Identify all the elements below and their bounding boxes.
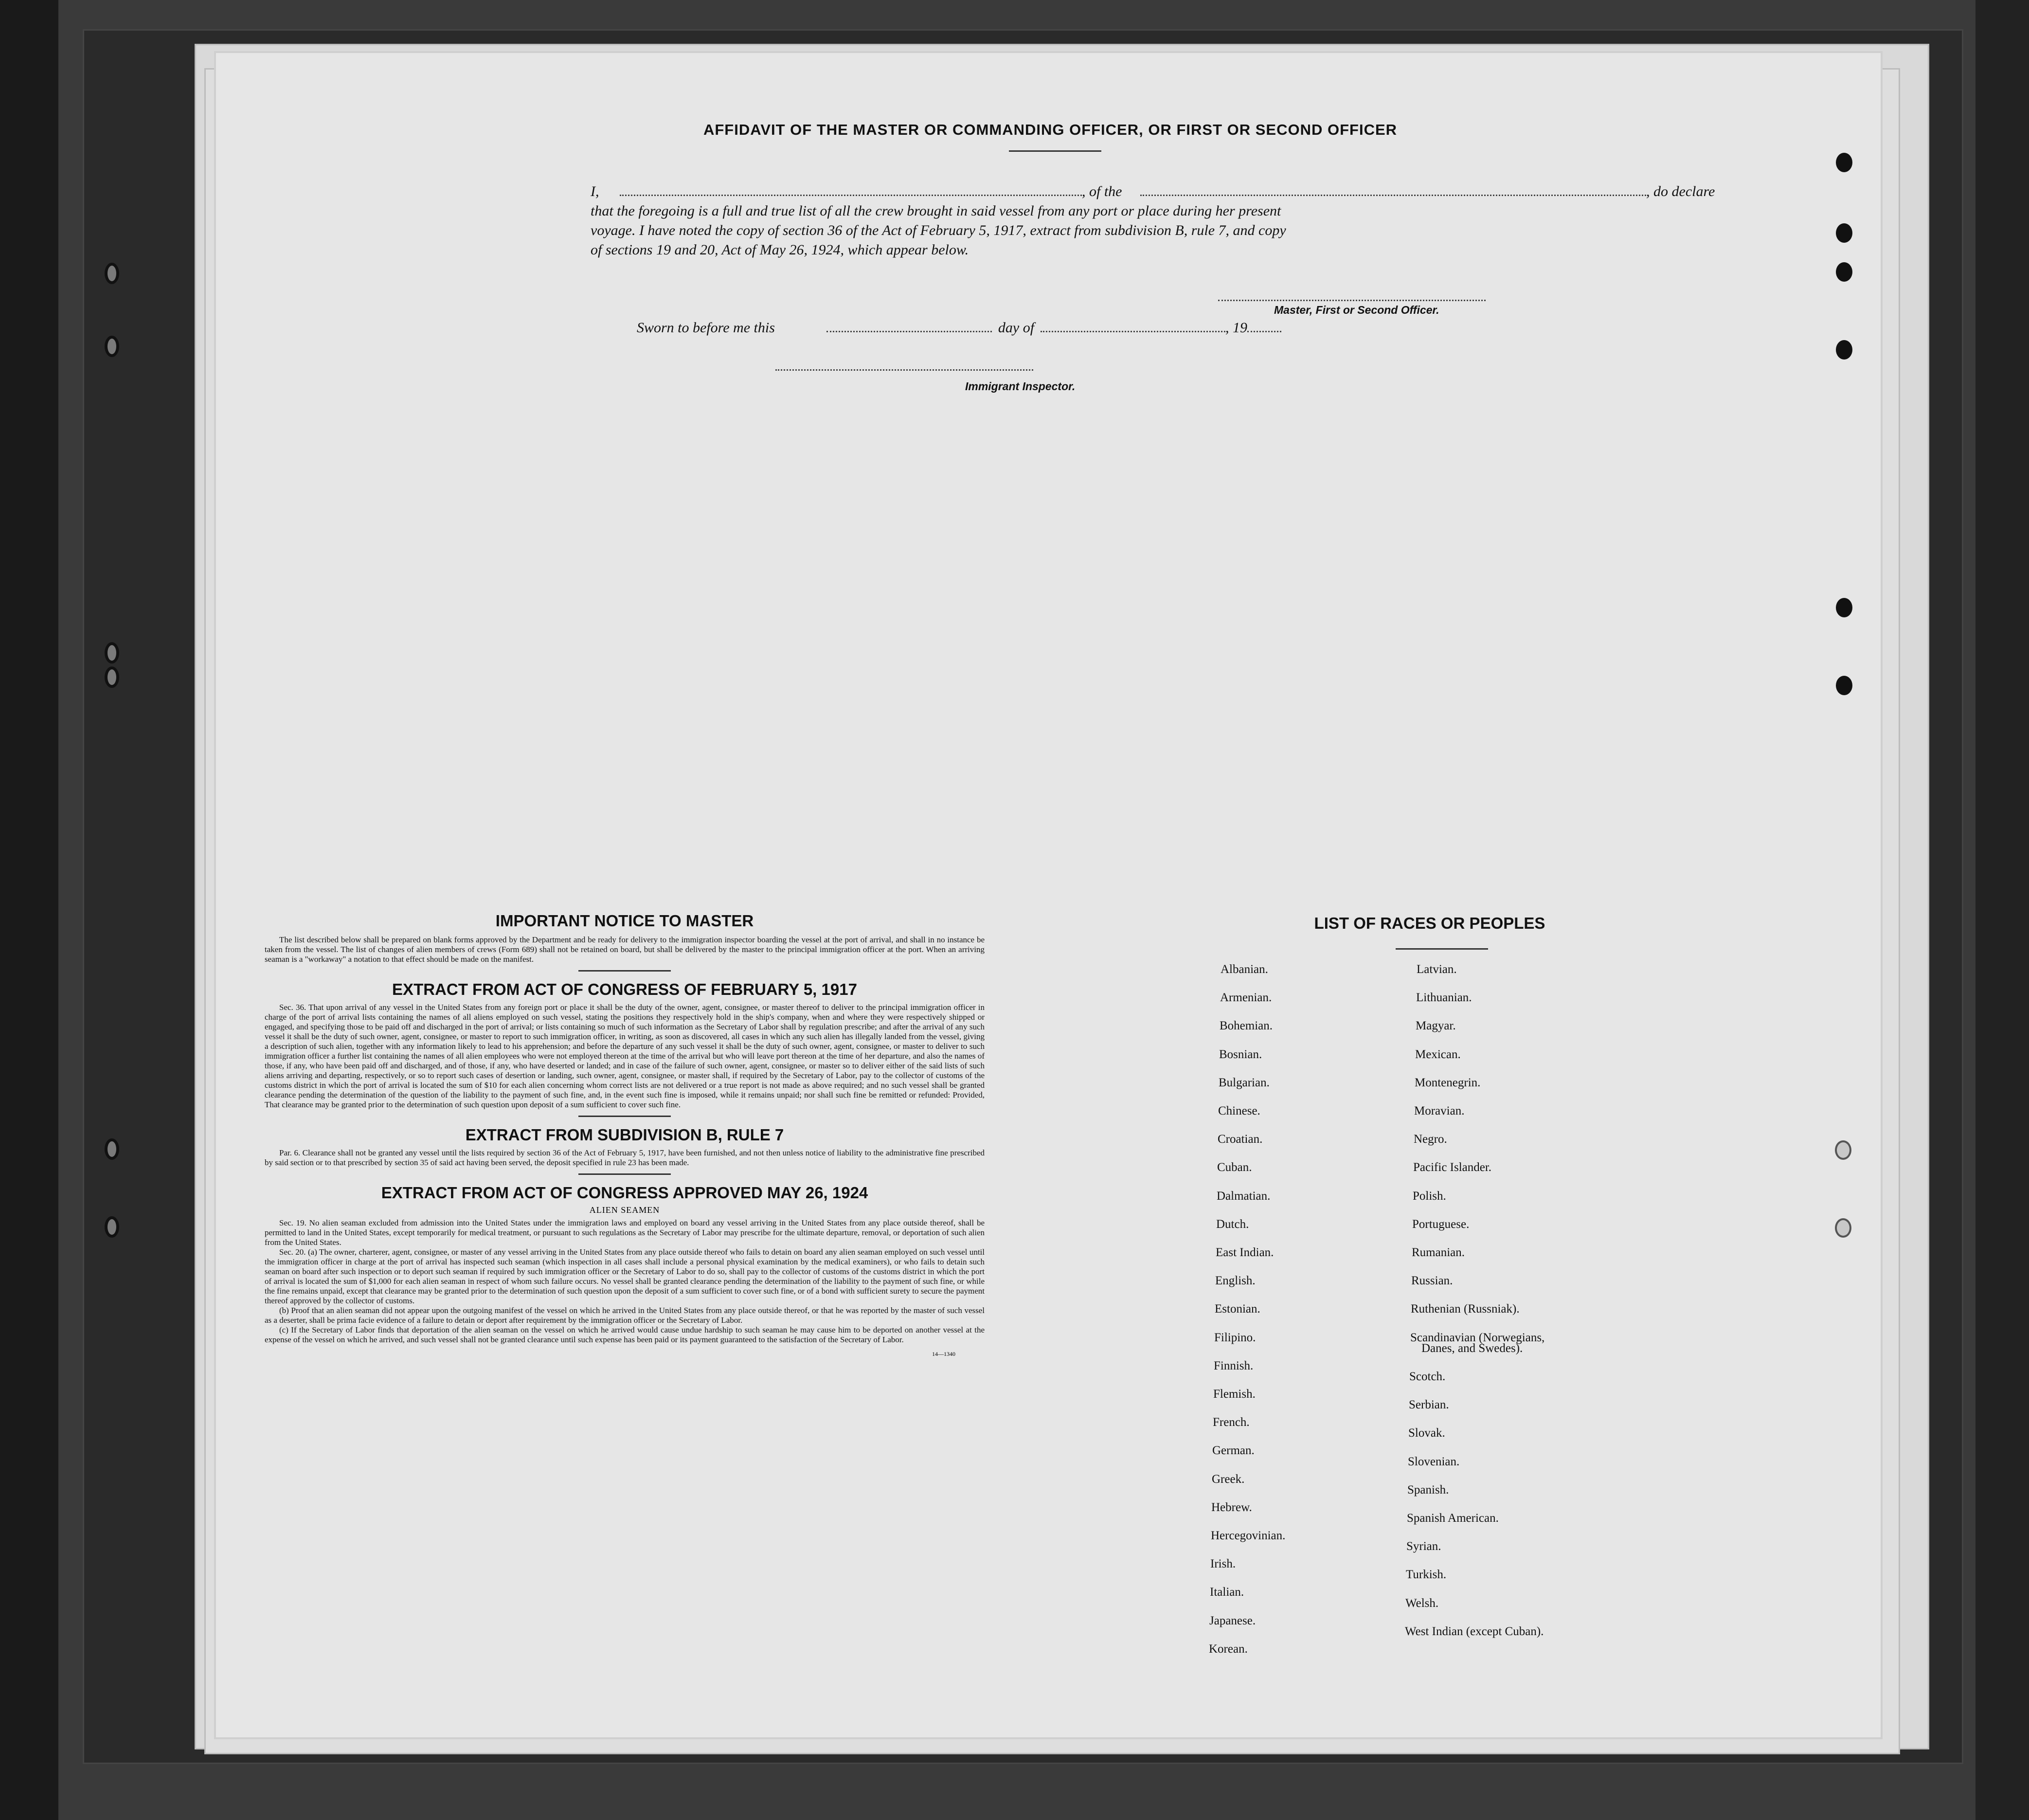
extract-1924-title: EXTRACT FROM ACT OF CONGRESS APPROVED MAY 26, 1924 <box>381 1184 868 1202</box>
race-item: Japanese. <box>1209 1614 1256 1627</box>
race-item: Lithuanian. <box>1416 991 1472 1005</box>
extract-1917-text: Sec. 36. That upon arrival of any vessel in the United States from any foreign port or place it shall be the duty of the owner, agent, consignee, or master thereof to deliver to the principal immigration officer in charge of the port of arrival lists containing the names of all aliens employed on such vessel, stating the positions they respectively hold in the ship's company, when and where they were respectively shipped or engaged, and specifying those to be paid off and discharged in the port of arrival; or lists containing so much of such information as the Secretary of Labor shall by regulation prescribe; and after the arrival of any such vessel it shall be the duty of such owner, agent, consignee, or master to report to such immigration officer, in writing, as soon as discovered, all cases in which any such alien has illegally landed from the vessel, giving a description of such alien, together with any information likely to lead to his apprehension; and before the departure of any such vessel it shall be the duty of such owner, agent, consignee, or master to deliver to such immigration officer a further list containing the names of all alien employees who were not employed thereon at the time of the arrival but who will leave port thereon at the time of her departure, and also the names of those, if any, who have been paid off and discharged, and of those, if any, who have deserted or landed; and in case of the failure of such owner, agent, consignee, or master so to deliver either of the said lists of such aliens arriving and departing, respectively, or so to report such cases of desertion or landing, such owner, agent, consignee, or master shall, if required by the Secretary of Labor, pay to the collector of customs of the customs district in which the port of arrival is located the sum of $10 for each alien concerning whom correct lists are not delivered or a true report is not made as above required; and no such vessel shall be granted clearance pending the determination of the question of the liability to the payment of such fine, and, in the event such fine is imposed, while it remains unpaid; nor shall such fine be remitted or refunded: Provided, That clearance may be granted prior to the determination of such question upon deposit of a sum sufficient to cover such fine. <box>265 1003 985 1109</box>
race-item: Pacific Islander. <box>1413 1161 1492 1174</box>
race-item: Rumanian. <box>1412 1246 1465 1259</box>
race-item: Greek. <box>1212 1472 1245 1486</box>
race-item: Estonian. <box>1215 1302 1260 1316</box>
binder-hole <box>105 1138 119 1160</box>
affidavit-body <box>591 182 1729 260</box>
of-the-label: , of the <box>1082 183 1122 199</box>
crew-list-back-page <box>214 51 1883 1739</box>
race-item: Welsh. <box>1405 1596 1439 1610</box>
section-rule <box>578 1116 671 1117</box>
affidavit-line-4: of sections 19 and 20, Act of May 26, 1924, which appear below. <box>591 242 969 258</box>
affidavit-line-1 <box>591 182 1729 201</box>
scan-border-left <box>0 0 58 1820</box>
subdivision-title: EXTRACT FROM SUBDIVISION B, RULE 7 <box>465 1126 784 1144</box>
race-item: Flemish. <box>1213 1388 1256 1401</box>
binder-hole <box>105 336 119 357</box>
races-rule <box>1396 948 1488 950</box>
punch-hole <box>1836 676 1852 695</box>
race-item: French. <box>1213 1416 1250 1429</box>
sworn-line <box>637 318 1318 338</box>
notice-text: The list described below shall be prepared on blank forms approved by the Department and be ready for delivery to the immigration inspector boarding the vessel at the port of arrival, and shall in no instance be taken from the vessel. The list of changes of alien members of crews (Form 689) shall not be retained on board, but shall be delivered by the master to the principal immigration officer at the port. When an arriving seaman is a "workaway" a notation to that effect should be made on the manifest. <box>265 935 985 964</box>
race-item: Scotch. <box>1409 1370 1446 1383</box>
races-title: LIST OF RACES OR PEOPLES <box>1314 914 1545 932</box>
race-item: Latvian. <box>1417 963 1457 976</box>
race-item: Croatian. <box>1218 1133 1263 1146</box>
race-item: Polish. <box>1413 1189 1446 1203</box>
race-item: Cuban. <box>1217 1161 1252 1174</box>
race-item: Bohemian. <box>1220 1019 1273 1033</box>
subdivision-text: Par. 6. Clearance shall not be granted any vessel until the lists required by section 36 of the Act of February 5, 1917, have been furnished, and not then unless notice of liability to the administrative fine prescribed by said section or to that prescribed by section 35 of said act having been served, the deposit specified in rule 23 has been made. <box>265 1148 985 1167</box>
race-item: Slovenian. <box>1408 1455 1460 1468</box>
race-item: Italian. <box>1210 1586 1244 1599</box>
race-item: Portuguese. <box>1412 1217 1470 1231</box>
race-item: Armenian. <box>1220 991 1272 1005</box>
year-prefix: , 19 <box>1225 320 1247 336</box>
sec-20a-text: Sec. 20. (a) The owner, charterer, agent, consignee, or master of any vessel arriving in the United States from any place outside thereof who fails to detain on board any alien seaman employed on such vessel until the immigration officer in charge at the port of arrival has inspected such seaman (which inspection in all cases shall include a personal physical examination by the medical examiners), or who fails to detain such seaman on board after such inspection or to deport such seaman if required by such immigration officer or the Secretary of Labor to do so, shall pay to the collector of customs of the customs district in which the port of arrival is located the sum of $1,000 for each alien seaman in respect of whom such failure occurs. No vessel shall be granted clearance pending the determination of the liability to the payment of such fine, or while the fine remains unpaid, except that clearance may be granted prior to the determination of such question upon the deposit of a sum sufficient to cover such fine, or of a bond with sufficient surety to secure the payment thereof approved by the collector of customs. <box>265 1247 985 1305</box>
race-item: West Indian (except Cuban). <box>1405 1624 1544 1638</box>
binder-hole <box>105 667 119 688</box>
race-item: Syrian. <box>1406 1540 1441 1553</box>
affidavit-line-2: that the foregoing is a full and true list of all the crew brought in said vessel from any port or place during her present <box>591 203 1281 219</box>
race-item: Mexican. <box>1415 1047 1461 1061</box>
punch-hole <box>1836 340 1852 360</box>
race-item: Montenegrin. <box>1415 1076 1481 1089</box>
i-label: I, <box>591 183 599 199</box>
title-rule <box>1009 150 1101 152</box>
sec-19-text: Sec. 19. No alien seaman excluded from admission into the United States under the immigration laws and employed on board any vessel arriving in the United States from any place outside thereof, shall be permitted to land in the United States, except temporarily for medical treatment, or pursuant to such regulations as the Secretary of Labor may prescribe for the ultimate departure, removal, or deportation of such alien from the United States. <box>265 1218 985 1247</box>
race-item: Irish. <box>1210 1557 1236 1571</box>
day-of-label: day of <box>998 320 1035 336</box>
sworn-label: Sworn to before me this <box>637 320 775 336</box>
form-number: 14—1340 <box>932 1351 955 1357</box>
race-item: Hebrew. <box>1211 1500 1252 1514</box>
alien-seamen-subtitle: ALIEN SEAMEN <box>589 1205 660 1215</box>
race-item: Negro. <box>1414 1133 1447 1146</box>
punch-hole <box>1836 262 1852 282</box>
race-item: Spanish. <box>1407 1483 1449 1496</box>
name-blank[interactable] <box>620 195 1082 196</box>
inspector-caption: Immigrant Inspector. <box>965 380 1076 393</box>
binder-hole <box>105 263 119 284</box>
punch-hole <box>1835 1218 1851 1238</box>
race-item: Danes, and Swedes). <box>1421 1341 1523 1355</box>
notice-title: IMPORTANT NOTICE TO MASTER <box>495 912 754 930</box>
race-item: English. <box>1215 1274 1256 1288</box>
race-item: Magyar. <box>1416 1019 1456 1033</box>
inspector-signature-blank[interactable] <box>775 369 1033 371</box>
race-item: Albanian. <box>1221 963 1268 976</box>
race-item: Ruthenian (Russniak). <box>1411 1302 1520 1316</box>
sworn-year-blank[interactable] <box>1247 331 1281 332</box>
section-rule <box>578 970 671 972</box>
race-item: East Indian. <box>1216 1246 1274 1259</box>
punch-hole <box>1835 1140 1851 1160</box>
binder-hole <box>105 642 119 664</box>
vessel-blank[interactable] <box>1140 195 1646 196</box>
sec-20b-text: (b) Proof that an alien seaman did not appear upon the outgoing manifest of the vessel on which he arrived in the United States from any place outside thereof, or that he was reported by the master of such vessel as a deserter, shall be prima facie evidence of a failure to detain or deport after requirement by the immigration officer or the Secretary of Labor. <box>265 1306 985 1325</box>
race-item: Bosnian. <box>1219 1047 1262 1061</box>
punch-hole <box>1836 598 1852 617</box>
race-item: Filipino. <box>1214 1331 1256 1344</box>
race-item: Russian. <box>1411 1274 1453 1288</box>
punch-hole <box>1836 223 1852 243</box>
race-item: Serbian. <box>1409 1398 1449 1412</box>
race-item: Bulgarian. <box>1219 1076 1270 1089</box>
affidavit-title: AFFIDAVIT OF THE MASTER OR COMMANDING OFFICER, OR FIRST OR SECOND OFFICER <box>703 121 1398 138</box>
race-item: Korean. <box>1209 1642 1248 1656</box>
race-item: Moravian. <box>1414 1104 1465 1117</box>
race-item: Dutch. <box>1216 1217 1249 1231</box>
race-item: Turkish. <box>1406 1568 1447 1582</box>
race-item: Chinese. <box>1218 1104 1260 1117</box>
race-item: German. <box>1212 1444 1255 1458</box>
scan-border-right <box>1975 0 2029 1820</box>
do-declare-label: , do declare <box>1646 183 1715 199</box>
race-item: Spanish American. <box>1407 1511 1499 1525</box>
sworn-day-blank[interactable] <box>826 331 992 332</box>
race-item: Scandinavian (Norwegians, <box>1410 1331 1545 1344</box>
section-rule <box>578 1173 671 1175</box>
legal-column <box>265 912 985 1358</box>
race-item: Dalmatian. <box>1217 1189 1271 1203</box>
race-item: Hercegovinian. <box>1211 1529 1286 1542</box>
sworn-month-blank[interactable] <box>1041 331 1225 332</box>
signature-caption: Master, First or Second Officer. <box>1274 304 1439 316</box>
extract-1917-title: EXTRACT FROM ACT OF CONGRESS OF FEBRUARY 5, 1917 <box>392 980 857 998</box>
punch-hole <box>1836 153 1852 172</box>
race-item: Slovak. <box>1408 1426 1445 1440</box>
binder-hole <box>105 1216 119 1238</box>
affidavit-line-3: voyage. I have noted the copy of section 36 of the Act of February 5, 1917, extract from subdivision B, rule 7, and copy <box>591 222 1286 238</box>
race-item: Finnish. <box>1214 1359 1254 1372</box>
sec-20c-text: (c) If the Secretary of Labor finds that deportation of the alien seaman on the vessel on which he arrived would cause undue hardship to such seaman he may cause him to be deported on another vessel at the expense of the vessel on which he arrived, and such vessel shall not be granted clearance until such expense has been paid or its payment guaranteed to the satisfaction of the Secretary of Labor. <box>265 1325 985 1344</box>
